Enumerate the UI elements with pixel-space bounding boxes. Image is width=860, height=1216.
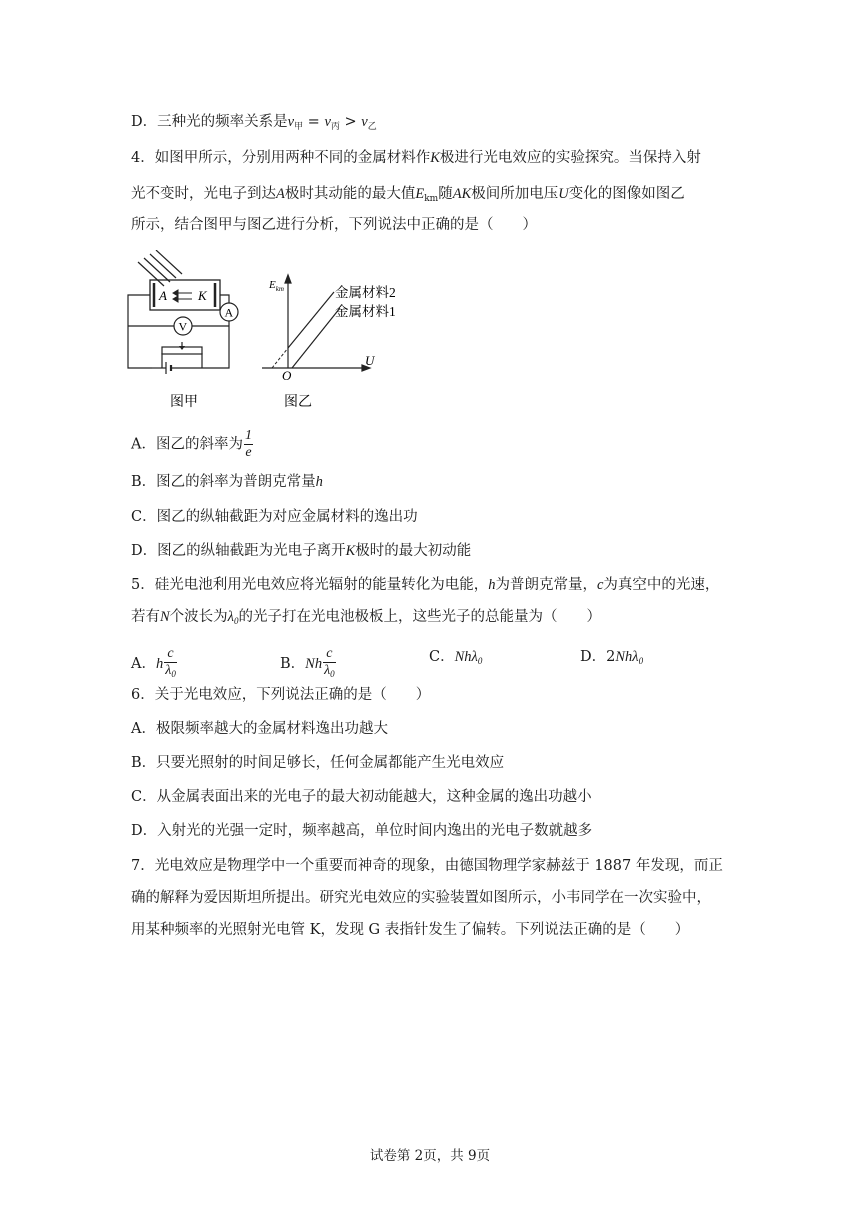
q5-option-c: C．Nhλ$_0$ — [429, 649, 483, 666]
q4-option-c: C．图乙的纵轴截距为对应金属材料的逸出功 — [131, 509, 418, 525]
figure-yi-caption: 图乙 — [284, 395, 312, 410]
series-label-2: 金属材料2 — [335, 285, 396, 300]
q5-option-a: A．h $\frac{c}{\lambda_0}$ — [131, 646, 176, 679]
figure-jia-caption: 图甲 — [170, 395, 198, 410]
q4-option-a: A．图乙的斜率为 $\frac{1}{e}$ — [131, 428, 252, 460]
x-axis-label: U — [365, 353, 375, 368]
q6-stem: 6．关于光电效应，下列说法正确的是（ ） — [131, 687, 431, 703]
anode-label: A — [159, 288, 167, 303]
cathode-label: K — [198, 288, 207, 303]
q6-option-c: C．从金属表面出来的光电子的最大初动能越大，这种金属的逸出功越小 — [131, 789, 592, 805]
q4-option-b: B．图乙的斜率为普朗克常量h — [131, 474, 323, 490]
series-line-1 — [292, 308, 340, 368]
figure-yi-graph — [262, 272, 422, 415]
page-footer: 试卷第 2页，共 9页 — [369, 1148, 491, 1164]
q3-option-d: D．三种光的频率关系是$\nu_甲 = \nu_丙 > \nu_乙$ — [131, 114, 377, 132]
q5-option-b: B．Nh $\frac{c}{\lambda_0}$ — [280, 646, 335, 679]
series-line-2 — [288, 292, 334, 348]
q5-stem-line2: 若有N个波长为$\lambda_0$的光子打在光电池极板上，这些光子的总能量为（ ） — [131, 609, 601, 626]
series-label-1: 金属材料1 — [335, 304, 396, 319]
q6-option-b: B．只要光照射的时间足够长，任何金属都能产生光电效应 — [131, 755, 505, 771]
q6-option-d: D．入射光的光强一定时，频率越高，单位时间内逸出的光电子数就越多 — [131, 823, 593, 839]
voltmeter-label: V — [178, 319, 188, 334]
q7-stem-line1: 7．光电效应是物理学中一个重要而神奇的现象，由德国物理学家赫兹于 1887 年发现，而正 — [131, 858, 723, 874]
q7-stem-line2: 确的解释为爱因斯坦所提出。研究光电效应的实验装置如图所示，小韦同学在一次实验中， — [131, 890, 711, 906]
ammeter-label: A — [224, 305, 234, 320]
figure-jia-circuit — [122, 250, 247, 415]
y-axis-label: $E_{km}$ — [269, 279, 284, 293]
q7-stem-line3: 用某种频率的光照射光电管 K，发现 G 表指针发生了偏转。下列说法正确的是（ ） — [131, 922, 690, 938]
q6-option-a: A．极限频率越大的金属材料逸出功越大 — [131, 721, 388, 737]
q4-stem-line3: 所示，结合图甲与图乙进行分析，下列说法中正确的是（ ） — [131, 217, 537, 233]
q4-option-d: D．图乙的纵轴截距为光电子离开K极时的最大初动能 — [131, 543, 472, 559]
q4-stem-line1: 4．如图甲所示，分别用两种不同的金属材料作K极进行光电效应的实验探究。当保持入射 — [131, 150, 701, 166]
q5-option-d: D．2Nhλ$_0$ — [580, 649, 644, 666]
origin-label: O — [282, 368, 292, 383]
q4-stem-line2: 光不变时，光电子到达A极时其动能的最大值$E_{km}$随AK极间所加电压U变化的图像如图乙 — [131, 186, 685, 204]
series-line-2-extension — [272, 348, 288, 368]
q5-stem-line1: 5．硅光电池利用光电效应将光辐射的能量转化为电能，h为普朗克常量，c为真空中的光速， — [131, 577, 720, 593]
